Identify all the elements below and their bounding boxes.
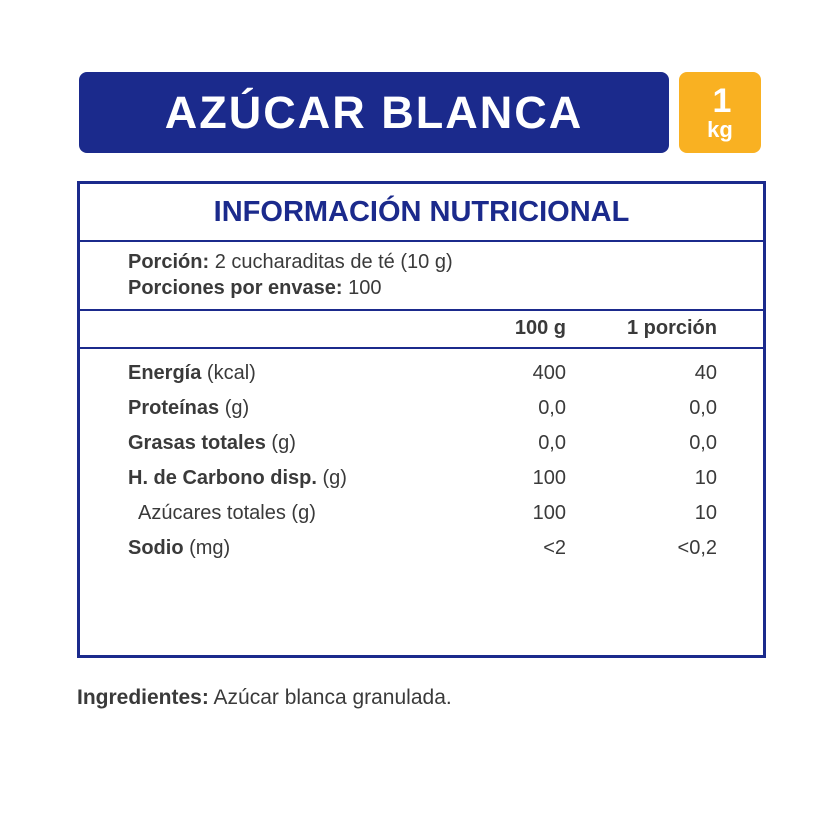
column-header-serving: 1 porción <box>626 317 717 339</box>
nutrient-label <box>128 362 256 385</box>
nutrition-panel <box>77 181 766 658</box>
ingredients-value: Azúcar blanca granulada. <box>213 686 452 709</box>
value-per-100g: 100 <box>532 467 566 489</box>
nutrient-name: Sodio <box>128 537 184 559</box>
servings-per-container-line <box>128 275 453 301</box>
nutrient-row-total-sugars <box>80 502 763 532</box>
nutrient-label <box>128 397 249 420</box>
nutrition-panel-title: INFORMACIÓN NUTRICIONAL <box>213 196 630 228</box>
product-title-bar <box>79 72 669 153</box>
value-per-serving: <0,2 <box>677 537 717 559</box>
nutrient-unit: (g) <box>271 432 296 454</box>
servings-per-container-label: Porciones por envase: <box>128 277 343 299</box>
divider <box>80 347 763 349</box>
nutrient-row-sodium <box>80 537 763 567</box>
weight-badge-number: 1 <box>712 82 732 120</box>
nutrient-row-total-fat <box>80 432 763 462</box>
divider <box>80 240 763 242</box>
value-per-100g: 400 <box>532 362 566 384</box>
serving-size-line <box>128 249 453 275</box>
nutrient-name: Energía <box>128 362 202 384</box>
value-per-100g: 0,0 <box>538 432 566 454</box>
nutrient-unit: Azúcares totales (g) <box>138 502 316 524</box>
nutrient-label <box>128 467 347 490</box>
nutrient-row-energy <box>80 362 763 392</box>
nutrient-unit: (g) <box>322 467 347 489</box>
value-per-serving: 0,0 <box>689 397 717 419</box>
column-header-100g: 100 g <box>514 317 566 339</box>
value-per-100g: 0,0 <box>538 397 566 419</box>
ingredients-line <box>77 686 452 710</box>
nutrient-label <box>128 432 296 455</box>
serving-info <box>128 249 453 301</box>
nutrient-unit: (g) <box>224 397 250 419</box>
value-per-100g: <2 <box>543 537 566 559</box>
nutrient-row-carbohydrates <box>80 467 763 497</box>
product-title: AZÚCAR BLANCA <box>164 86 584 138</box>
nutrient-label <box>128 537 230 560</box>
nutrient-label <box>138 502 316 525</box>
value-per-serving: 0,0 <box>689 432 717 454</box>
divider <box>80 309 763 311</box>
serving-size-value: 2 cucharaditas de té (10 g) <box>214 251 453 273</box>
value-per-serving: 40 <box>694 362 717 384</box>
nutrient-unit: (mg) <box>189 537 231 559</box>
serving-size-label: Porción: <box>128 251 210 273</box>
nutrient-name: Proteínas <box>128 397 220 419</box>
nutrient-name: H. de Carbono disp. <box>128 467 317 489</box>
ingredients-label: Ingredientes: <box>77 686 209 709</box>
nutrient-name: Grasas totales <box>128 432 266 454</box>
value-per-100g: 100 <box>532 502 566 524</box>
value-per-serving: 10 <box>694 467 717 489</box>
value-per-serving: 10 <box>694 502 717 524</box>
weight-badge-unit: kg <box>707 117 733 142</box>
nutrient-unit: (kcal) <box>206 362 256 384</box>
servings-per-container-value: 100 <box>348 277 382 299</box>
weight-badge <box>679 72 761 153</box>
nutrient-row-protein <box>80 397 763 427</box>
